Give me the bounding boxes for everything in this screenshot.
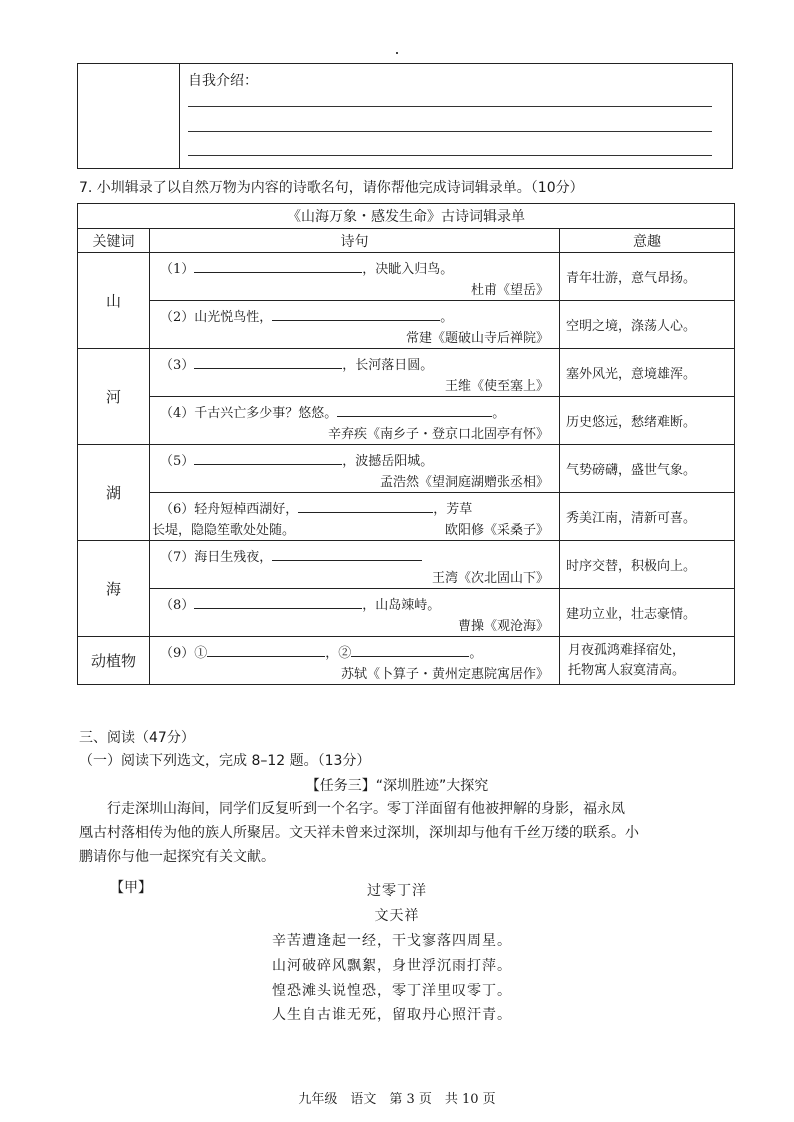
answer-blank-7[interactable]	[272, 546, 422, 561]
header-keyword: 关键词	[78, 229, 150, 253]
source: 王湾《次北固山下》	[431, 571, 549, 586]
poem-line: 人生自古谁无死，留取丹心照汗青。	[272, 1007, 512, 1023]
header-meaning: 意趣	[560, 229, 735, 253]
meaning-8: 建功立业，壮志豪情。	[560, 589, 735, 637]
answer-blank-9b[interactable]	[351, 642, 469, 657]
meaning-9-line2: 托物寓人寂寞清高。	[568, 662, 686, 678]
source: 欧阳修《采桑子》	[444, 523, 549, 538]
self-intro-box	[77, 63, 733, 169]
meaning-3: 塞外风光，意境雄浑。	[560, 349, 735, 397]
answer-blank-9a[interactable]	[207, 642, 325, 657]
scan-speck	[396, 52, 398, 54]
verse-row-2: （2）山光悦鸟性， 。 常建《题破山寺后禅院》	[150, 301, 560, 349]
verse-row-4: （4）千古兴亡多少事？悠悠。 。 辛弃疾《南乡子・登京口北固亭有怀》	[150, 397, 560, 445]
paragraph-line-2: 凰古村落相传为他的族人所聚居。文天祥未曾来过深圳，深圳却与他有千丝万缕的联系。小	[79, 825, 639, 841]
part-1-heading: （一）阅读下列选文，完成 8–12 题。（13分）	[79, 753, 371, 769]
source: 辛弃疾《南乡子・登京口北固亭有怀》	[327, 427, 549, 442]
source: 曹操《观沧海》	[457, 619, 549, 634]
verse-row-8: （8） ，山岛竦峙。 曹操《观沧海》	[150, 589, 560, 637]
keyword-sea: 海	[78, 541, 150, 637]
paragraph-line-1: 行走深圳山海间，同学们反复听到一个名字。零丁洋面留有他被押解的身影，福永凤	[107, 801, 625, 817]
table-caption: 《山海万象・感发生命》古诗词辑录单	[78, 204, 735, 229]
verse-row-6: （6）轻舟短棹西湖好， ，芳草 长堤，隐隐笙歌处处随。 欧阳修《采桑子》	[150, 493, 560, 541]
answer-blank-8[interactable]	[194, 594, 362, 609]
poem-line: 山河破碎风飘絮，身世浮沉雨打萍。	[272, 958, 512, 974]
page-footer: 九年级 语文 第 3 页 共 10 页	[298, 1092, 496, 1107]
text-label-jia: 【甲】	[110, 880, 152, 896]
answer-blank-3[interactable]	[194, 354, 342, 369]
answer-blank-6[interactable]	[298, 498, 433, 513]
writing-line[interactable]	[188, 106, 712, 107]
meaning-7: 时序交替，积极向上。	[560, 541, 735, 589]
verse-row-9: （9）① ，② 。 苏轼《卜算子・黄州定惠院寓居作》	[150, 637, 560, 685]
answer-blank-1[interactable]	[194, 258, 362, 273]
task-title: 【任务三】“深圳胜迹”大探究	[305, 778, 489, 794]
answer-blank-4[interactable]	[337, 402, 492, 417]
poem-line: 辛苦遭逢起一经，干戈寥落四周星。	[272, 933, 512, 949]
keyword-lake: 湖	[78, 445, 150, 541]
keyword-flora-fauna: 动植物	[78, 637, 150, 685]
section-3-heading: 三、阅读（47分）	[79, 730, 195, 746]
meaning-9-line1: 月夜孤鸿难择宿处，	[568, 642, 686, 658]
poem-title: 过零丁洋	[367, 883, 427, 899]
writing-line[interactable]	[188, 155, 712, 156]
meaning-2: 空明之境，涤荡人心。	[560, 301, 735, 349]
paragraph-line-3: 鹏请你与他一起探究有关文献。	[79, 849, 275, 865]
poem-line: 惶恐滩头说惶恐，零丁洋里叹零丁。	[272, 983, 512, 999]
meaning-5: 气势磅礴，盛世气象。	[560, 445, 735, 493]
poem-collection-table	[77, 203, 735, 685]
writing-line[interactable]	[188, 131, 712, 132]
verse-row-1: （1） ，决眦入归鸟。 杜甫《望岳》	[150, 253, 560, 301]
source: 孟浩然《望洞庭湖赠张丞相》	[379, 475, 549, 490]
source: 杜甫《望岳》	[470, 283, 549, 298]
self-intro-label: 自我介绍：	[188, 73, 258, 89]
source: 王维《使至塞上》	[444, 379, 549, 394]
meaning-1: 青年壮游，意气昂扬。	[560, 253, 735, 301]
keyword-river: 河	[78, 349, 150, 445]
source: 常建《题破山寺后禅院》	[405, 331, 549, 346]
keyword-mountain: 山	[78, 253, 150, 349]
intro-divider	[179, 64, 180, 168]
verse-row-5: （5） ，波撼岳阳城。 孟浩然《望洞庭湖赠张丞相》	[150, 445, 560, 493]
verse-row-7: （7）海日生残夜， 王湾《次北固山下》	[150, 541, 560, 589]
poem-author: 文天祥	[374, 908, 420, 924]
verse-row-3: （3） ，长河落日圆。 王维《使至塞上》	[150, 349, 560, 397]
answer-blank-5[interactable]	[194, 450, 342, 465]
meaning-4: 历史悠远，愁绪难断。	[560, 397, 735, 445]
answer-blank-2[interactable]	[272, 306, 440, 321]
question-7: 7. 小圳辑录了以自然万物为内容的诗歌名句，请你帮他完成诗词辑录单。（10分）	[79, 180, 584, 196]
source: 苏轼《卜算子・黄州定惠院寓居作》	[340, 667, 549, 682]
header-verse: 诗句	[150, 229, 560, 253]
verse-continuation: 长堤，隐隐笙歌处处随。	[152, 523, 296, 538]
meaning-9	[560, 637, 735, 685]
meaning-6: 秀美江南，清新可喜。	[560, 493, 735, 541]
